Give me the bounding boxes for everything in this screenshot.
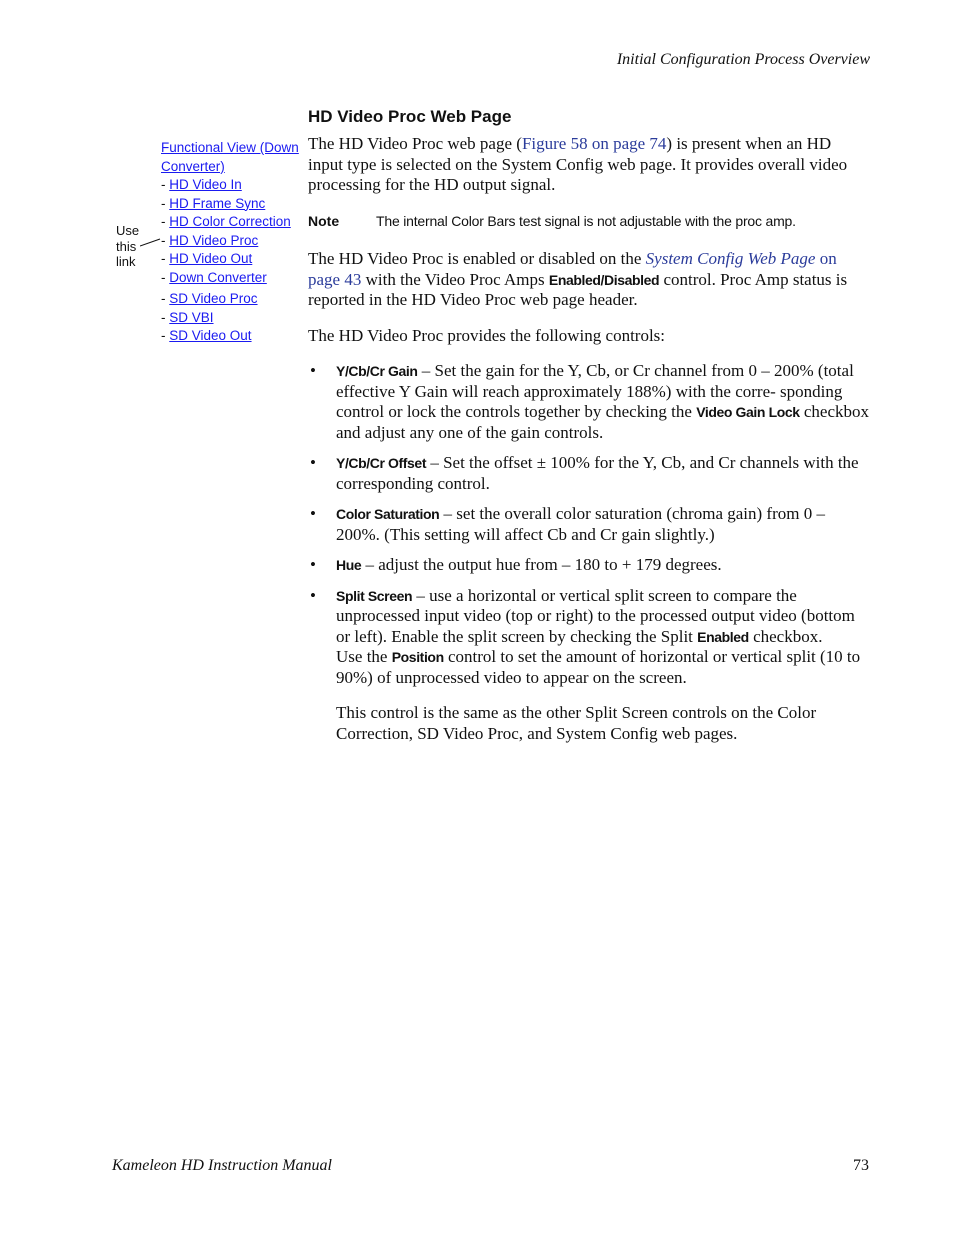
enable-paragraph <box>308 249 870 311</box>
nav-dash: - <box>161 291 170 306</box>
control-term: Enabled <box>697 628 749 645</box>
body-text <box>308 134 870 759</box>
control-term: Y/Cb/Cr Gain <box>336 363 418 379</box>
nav-link-sd-video-out[interactable]: SD Video Out <box>169 328 252 343</box>
nav-link-hd-color-correction[interactable]: HD Color Correction <box>169 214 291 229</box>
control-desc: checkbox. <box>748 626 823 646</box>
bullet-icon: • <box>310 504 316 523</box>
nav-item-functional-view <box>161 139 306 176</box>
section-title: HD Video Proc Web Page <box>308 107 512 126</box>
control-desc: – adjust the output hue from – 180 to + 179 degrees. <box>361 555 722 574</box>
nav-dash: - <box>161 269 170 285</box>
controls-list <box>308 361 870 744</box>
callout-line-3: link <box>116 254 136 269</box>
control-term: Color Saturation <box>336 506 440 522</box>
bullet-icon: • <box>310 453 316 472</box>
callout-line-2: this <box>116 238 137 254</box>
nav-item-sd-vbi <box>161 309 306 328</box>
enable-text-a: The HD Video Proc is enabled or disabled on the <box>308 249 646 268</box>
footer-page-number: 73 <box>853 1157 869 1174</box>
note-label: Note <box>308 212 340 229</box>
control-desc: – use a horizontal or vertical split screen to compare the unprocessed input video (top or right) to the processed output video (bottom or left). Enable the split screen by checking the Split <box>336 585 855 646</box>
nav-dash: - <box>161 177 170 192</box>
list-item <box>308 361 870 443</box>
nav-dash: - <box>161 232 170 248</box>
nav-item-sd-video-proc <box>161 290 306 309</box>
control-desc: – Set the gain for the Y, Cb, or Cr channel from 0 – 200% (total effective Y Gain will reach approximately 188%) with the corre- sponding control or lock the controls together by checking the <box>336 361 854 421</box>
figure-58-link[interactable]: Figure 58 on page 74 <box>521 134 667 153</box>
control-desc: – set the overall color saturation (chroma gain) from 0 – 200%. (This setting will affect Cb and Cr gain slightly.) <box>336 504 825 544</box>
nav-item-hd-video-out <box>161 250 306 269</box>
nav-item-hd-video-proc <box>161 232 306 251</box>
bullet-icon: • <box>310 361 316 380</box>
intro-text-a: The HD Video Proc web page ( <box>308 134 522 153</box>
use-this-link-callout <box>116 223 139 270</box>
bullet-icon: • <box>310 585 316 605</box>
nav-dash: - <box>161 328 170 343</box>
note-block <box>308 211 870 232</box>
nav-link-hd-video-out[interactable]: HD Video Out <box>169 251 253 266</box>
controls-intro: The HD Video Proc provides the following controls: <box>308 325 666 345</box>
nav-link-functional-view[interactable]: Functional View (Down Converter) <box>161 140 299 174</box>
nav-dash: - <box>161 251 170 266</box>
list-item <box>308 555 870 576</box>
callout-line-1: Use <box>116 223 140 238</box>
nav-item-hd-video-in <box>161 176 306 195</box>
nav-item-sd-video-out <box>161 327 306 346</box>
split-screen-same-paragraph: This control is the same as the other Split Screen controls on the Color Correction, SD Video Proc, and System Config web pages. <box>336 703 817 743</box>
intro-text-b: ) is present when an HD input type is selected on the System Config web page. It provides overall video processing for the HD output signal. <box>308 134 848 194</box>
nav-link-down-converter[interactable]: Down Converter <box>169 269 267 285</box>
nav-item-down-converter <box>161 269 306 288</box>
nav-link-hd-video-in[interactable]: HD Video In <box>169 177 242 192</box>
bullet-icon: • <box>310 555 316 574</box>
note-text: The internal Color Bars test signal is not adjustable with the proc amp. <box>376 212 796 229</box>
position-paragraph <box>336 647 870 688</box>
control-term: Y/Cb/Cr Offset <box>336 455 427 471</box>
control-desc: checkbox and adjust any one of the gain controls. <box>336 402 870 442</box>
running-header: Initial Configuration Process Overview <box>616 51 870 68</box>
system-config-link-page: on page 43 <box>308 249 837 289</box>
nav-link-hd-frame-sync[interactable]: HD Frame Sync <box>169 195 266 211</box>
nav-item-hd-color-correction <box>161 213 306 232</box>
enable-text-b: with the Video Proc Amps <box>361 269 549 289</box>
footer-manual-title: Kameleon HD Instruction Manual <box>112 1157 332 1174</box>
control-term: Position <box>391 649 444 665</box>
list-item <box>308 453 870 494</box>
control-term: Split Screen <box>336 587 413 604</box>
nav-link-sd-video-proc[interactable]: SD Video Proc <box>169 291 258 306</box>
enabled-disabled-control-name: Enabled/Disabled <box>548 271 660 288</box>
enable-text-c: control. Proc Amp status is reported in the HD Video Proc web page header. <box>308 269 848 309</box>
nav-link-sd-vbi[interactable]: SD VBI <box>169 309 214 325</box>
nav-item-hd-frame-sync <box>161 195 306 214</box>
system-config-link-italic: System Config Web Page <box>645 249 816 268</box>
intro-paragraph <box>308 134 870 196</box>
nav-panel <box>161 139 306 346</box>
control-term: Video Gain Lock <box>696 404 800 420</box>
nav-dash: - <box>161 195 170 211</box>
nav-link-hd-video-proc[interactable]: HD Video Proc <box>169 232 259 248</box>
nav-dash: - <box>161 309 170 325</box>
control-desc: – Set the offset ± 100% for the Y, Cb, and Cr channels with the corresponding control. <box>336 453 859 493</box>
list-item <box>308 586 870 745</box>
position-text-a: Use the <box>336 647 392 666</box>
position-text-b: control to set the amount of horizontal or vertical split (10 to 90%) of unprocessed video to appear on the screen. <box>336 647 861 687</box>
nav-dash: - <box>161 214 170 229</box>
list-item <box>308 504 870 545</box>
control-term: Hue <box>336 557 362 573</box>
callout-pointer-line <box>140 236 162 248</box>
